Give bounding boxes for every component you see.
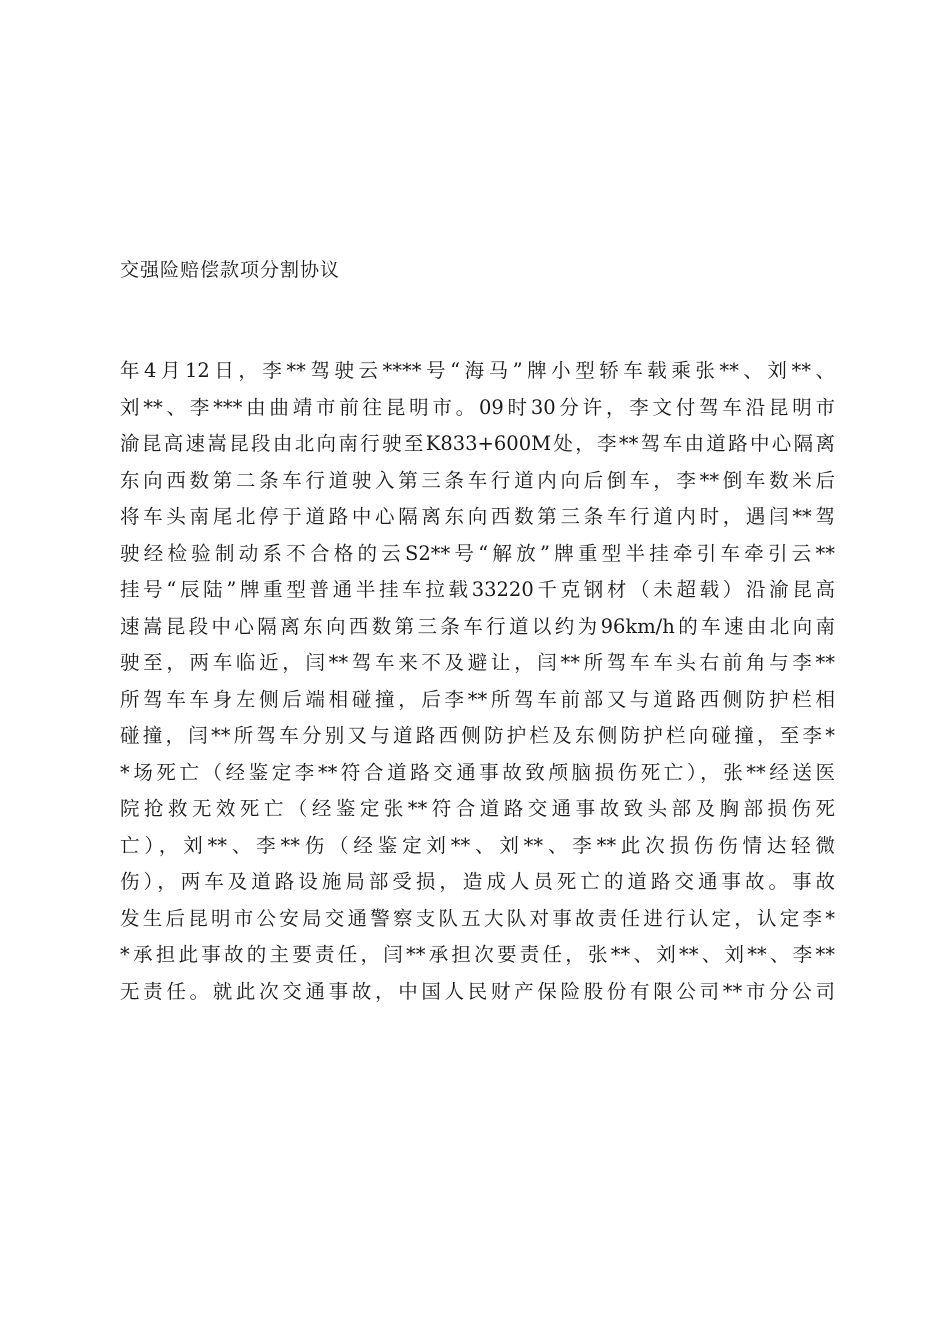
body-line: 伤），两车及道路设施局部受损，造成人员死亡的道路交通事故。事故 xyxy=(120,870,835,893)
body-line: 驶至，两车临近，闫**驾车来不及避让，闫**所驾车车头右前角与李** xyxy=(120,651,835,674)
body-line: 刘**、李***由曲靖市前往昆明市。09时30分许，李文付驾车沿昆明市 xyxy=(120,395,835,419)
body-line: 年4月12日，李**驾驶云****号“海马”牌小型轿车载乘张**、刘**、 xyxy=(120,359,835,382)
body-line: *场死亡（经鉴定李**符合道路交通事故致颅脑损伤死亡），张**经送医 xyxy=(120,760,835,784)
document-body xyxy=(120,353,835,1010)
body-line: 速嵩昆段中心隔离东向西数第三条车行道以约为96km/h的车速由北向南 xyxy=(120,614,835,638)
document-title: 交强险赔偿款项分割协议 xyxy=(120,259,341,281)
body-line: 发生后昆明市公安局交通警察支队五大队对事故责任进行认定，认定李* xyxy=(120,906,835,930)
body-line: 挂号“辰陆”牌重型普通半挂车拉载33220千克钢材（未超载）沿渝昆高 xyxy=(120,578,835,601)
body-line: 碰撞，闫**所驾车分别又与道路西侧防护栏及东侧防护栏向碰撞，至李* xyxy=(120,724,835,747)
body-line: 将车头南尾北停于道路中心隔离东向西数第三条车行道内时，遇闫**驾 xyxy=(120,505,835,528)
body-line: 院抢救无效死亡（经鉴定张**符合道路交通事故致头部及胸部损伤死 xyxy=(120,797,835,820)
body-line: 无责任。就此次交通事故，中国人民财产保险股份有限公司**市分公司 xyxy=(120,979,835,1003)
body-line: 亡），刘**、李**伤（经鉴定刘**、刘**、李**此次损伤伤情达轻微 xyxy=(120,833,835,857)
body-line: 驶经检验制动系不合格的云S2**号“解放”牌重型半挂牵引车牵引云** xyxy=(120,541,835,565)
body-line: 东向西数第二条车行道驶入第三条车行道内向后倒车，李**倒车数米后 xyxy=(120,468,835,492)
body-line: 渝昆高速嵩昆段由北向南行驶至K833+600M处，李**驾车由道路中心隔离 xyxy=(120,432,835,455)
body-line: 所驾车车身左侧后端相碰撞，后李**所驾车前部又与道路西侧防护栏相 xyxy=(120,687,835,711)
body-line: *承担此事故的主要责任，闫**承担次要责任，张**、刘**、刘**、李** xyxy=(120,943,835,966)
